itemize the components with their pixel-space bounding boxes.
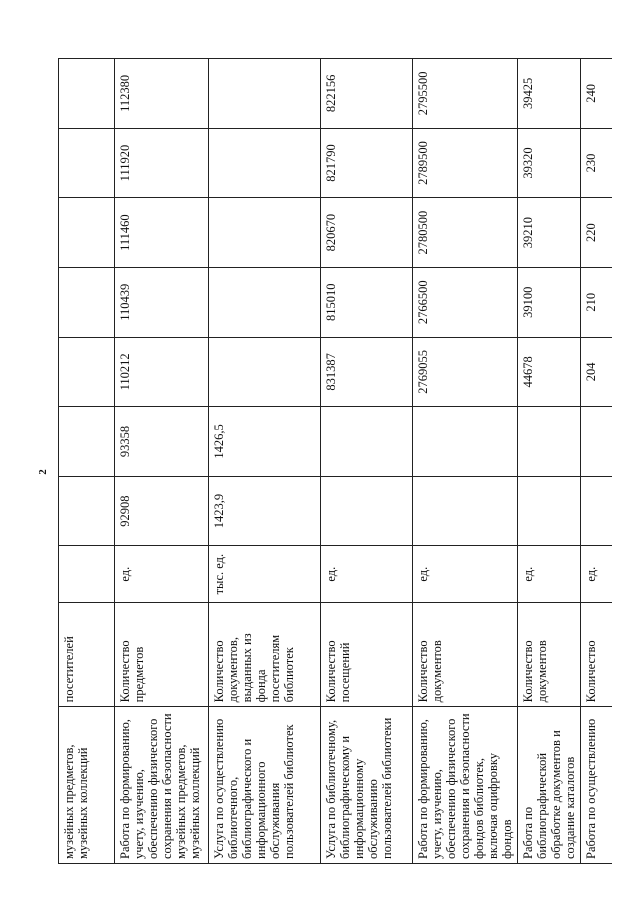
- indicator-cell: Количество предметов: [115, 602, 209, 706]
- table-row: [413, 59, 518, 864]
- value-cell: [59, 407, 115, 477]
- value-cell: [59, 59, 115, 129]
- unit-cell: ед.: [115, 546, 209, 603]
- value-cell: 831387: [321, 337, 413, 407]
- service-name-cell: Услуга по осуществлению библиотечного, библиографического и информационного обслуживания пользователей библиотек: [209, 707, 321, 864]
- value-cell: [518, 476, 581, 546]
- value-cell: 92908: [115, 476, 209, 546]
- table-row: [518, 59, 581, 864]
- value-cell: [209, 267, 321, 337]
- indicator-cell: Количество документов: [518, 602, 581, 706]
- value-cell: 39100: [518, 267, 581, 337]
- value-cell: 39210: [518, 198, 581, 268]
- indicator-cell: Количество: [581, 602, 613, 706]
- indicator-cell: Количество документов, выданных из фонда посетителям библиотек: [209, 602, 321, 706]
- unit-cell: ед.: [413, 546, 518, 603]
- value-cell: [59, 267, 115, 337]
- table-row: [115, 59, 209, 864]
- value-cell: 39320: [518, 128, 581, 198]
- value-cell: [209, 128, 321, 198]
- value-cell: 2780500: [413, 198, 518, 268]
- service-name-cell: музейных предметов, музейных коллекций: [59, 707, 115, 864]
- value-cell: [59, 128, 115, 198]
- value-cell: 111920: [115, 128, 209, 198]
- value-cell: 2795500: [413, 59, 518, 129]
- value-cell: [59, 337, 115, 407]
- value-cell: [413, 476, 518, 546]
- rotated-page-area: [58, 58, 612, 864]
- value-cell: [59, 476, 115, 546]
- service-name-cell: Работа по формированию, учету, изучению, обеспечению физического сохранения и безопасности фондов библиотек, включая оцифровку фондов: [413, 707, 518, 864]
- value-cell: 44678: [518, 337, 581, 407]
- value-cell: [209, 337, 321, 407]
- unit-cell: [59, 546, 115, 603]
- value-cell: 821790: [321, 128, 413, 198]
- value-cell: 1423,9: [209, 476, 321, 546]
- value-cell: 210: [581, 267, 613, 337]
- value-cell: 112380: [115, 59, 209, 129]
- value-cell: 110212: [115, 337, 209, 407]
- service-name-cell: Работа по формированию, учету, изучению, обеспечению физического сохранения и безопасности музейных предметов, музейных коллекций: [115, 707, 209, 864]
- value-cell: 220: [581, 198, 613, 268]
- value-cell: 93358: [115, 407, 209, 477]
- service-name-cell: Работа по осуществлению: [581, 707, 613, 864]
- indicator-cell: Количество документов: [413, 602, 518, 706]
- unit-cell: тыс. ед.: [209, 546, 321, 603]
- unit-cell: ед.: [581, 546, 613, 603]
- value-cell: 2789500: [413, 128, 518, 198]
- service-name-cell: Услуга по библиотечному, библиографическому и информационному обслуживанию пользователей библиотеки: [321, 707, 413, 864]
- value-cell: [321, 476, 413, 546]
- value-cell: 230: [581, 128, 613, 198]
- value-cell: [518, 407, 581, 477]
- table-row: [581, 59, 613, 864]
- unit-cell: ед.: [321, 546, 413, 603]
- value-cell: [581, 476, 613, 546]
- value-cell: 240: [581, 59, 613, 129]
- value-cell: 820670: [321, 198, 413, 268]
- indicator-cell: посетителей: [59, 602, 115, 706]
- value-cell: 1426,5: [209, 407, 321, 477]
- table-row: [209, 59, 321, 864]
- value-cell: [321, 407, 413, 477]
- table-row: [59, 59, 115, 864]
- value-cell: 110439: [115, 267, 209, 337]
- value-cell: 2769055: [413, 337, 518, 407]
- value-cell: [581, 407, 613, 477]
- unit-cell: ед.: [518, 546, 581, 603]
- value-cell: 111460: [115, 198, 209, 268]
- value-cell: [209, 59, 321, 129]
- indicator-cell: Количество посещений: [321, 602, 413, 706]
- value-cell: [209, 198, 321, 268]
- page-number: 2: [37, 469, 49, 475]
- value-cell: [413, 407, 518, 477]
- service-name-cell: Работа по библиографической обработке документов и создание каталогов: [518, 707, 581, 864]
- value-cell: [59, 198, 115, 268]
- value-cell: 39425: [518, 59, 581, 129]
- value-cell: 815010: [321, 267, 413, 337]
- indicators-table: [58, 58, 612, 864]
- value-cell: 2766500: [413, 267, 518, 337]
- table-row: [321, 59, 413, 864]
- value-cell: 822156: [321, 59, 413, 129]
- value-cell: 204: [581, 337, 613, 407]
